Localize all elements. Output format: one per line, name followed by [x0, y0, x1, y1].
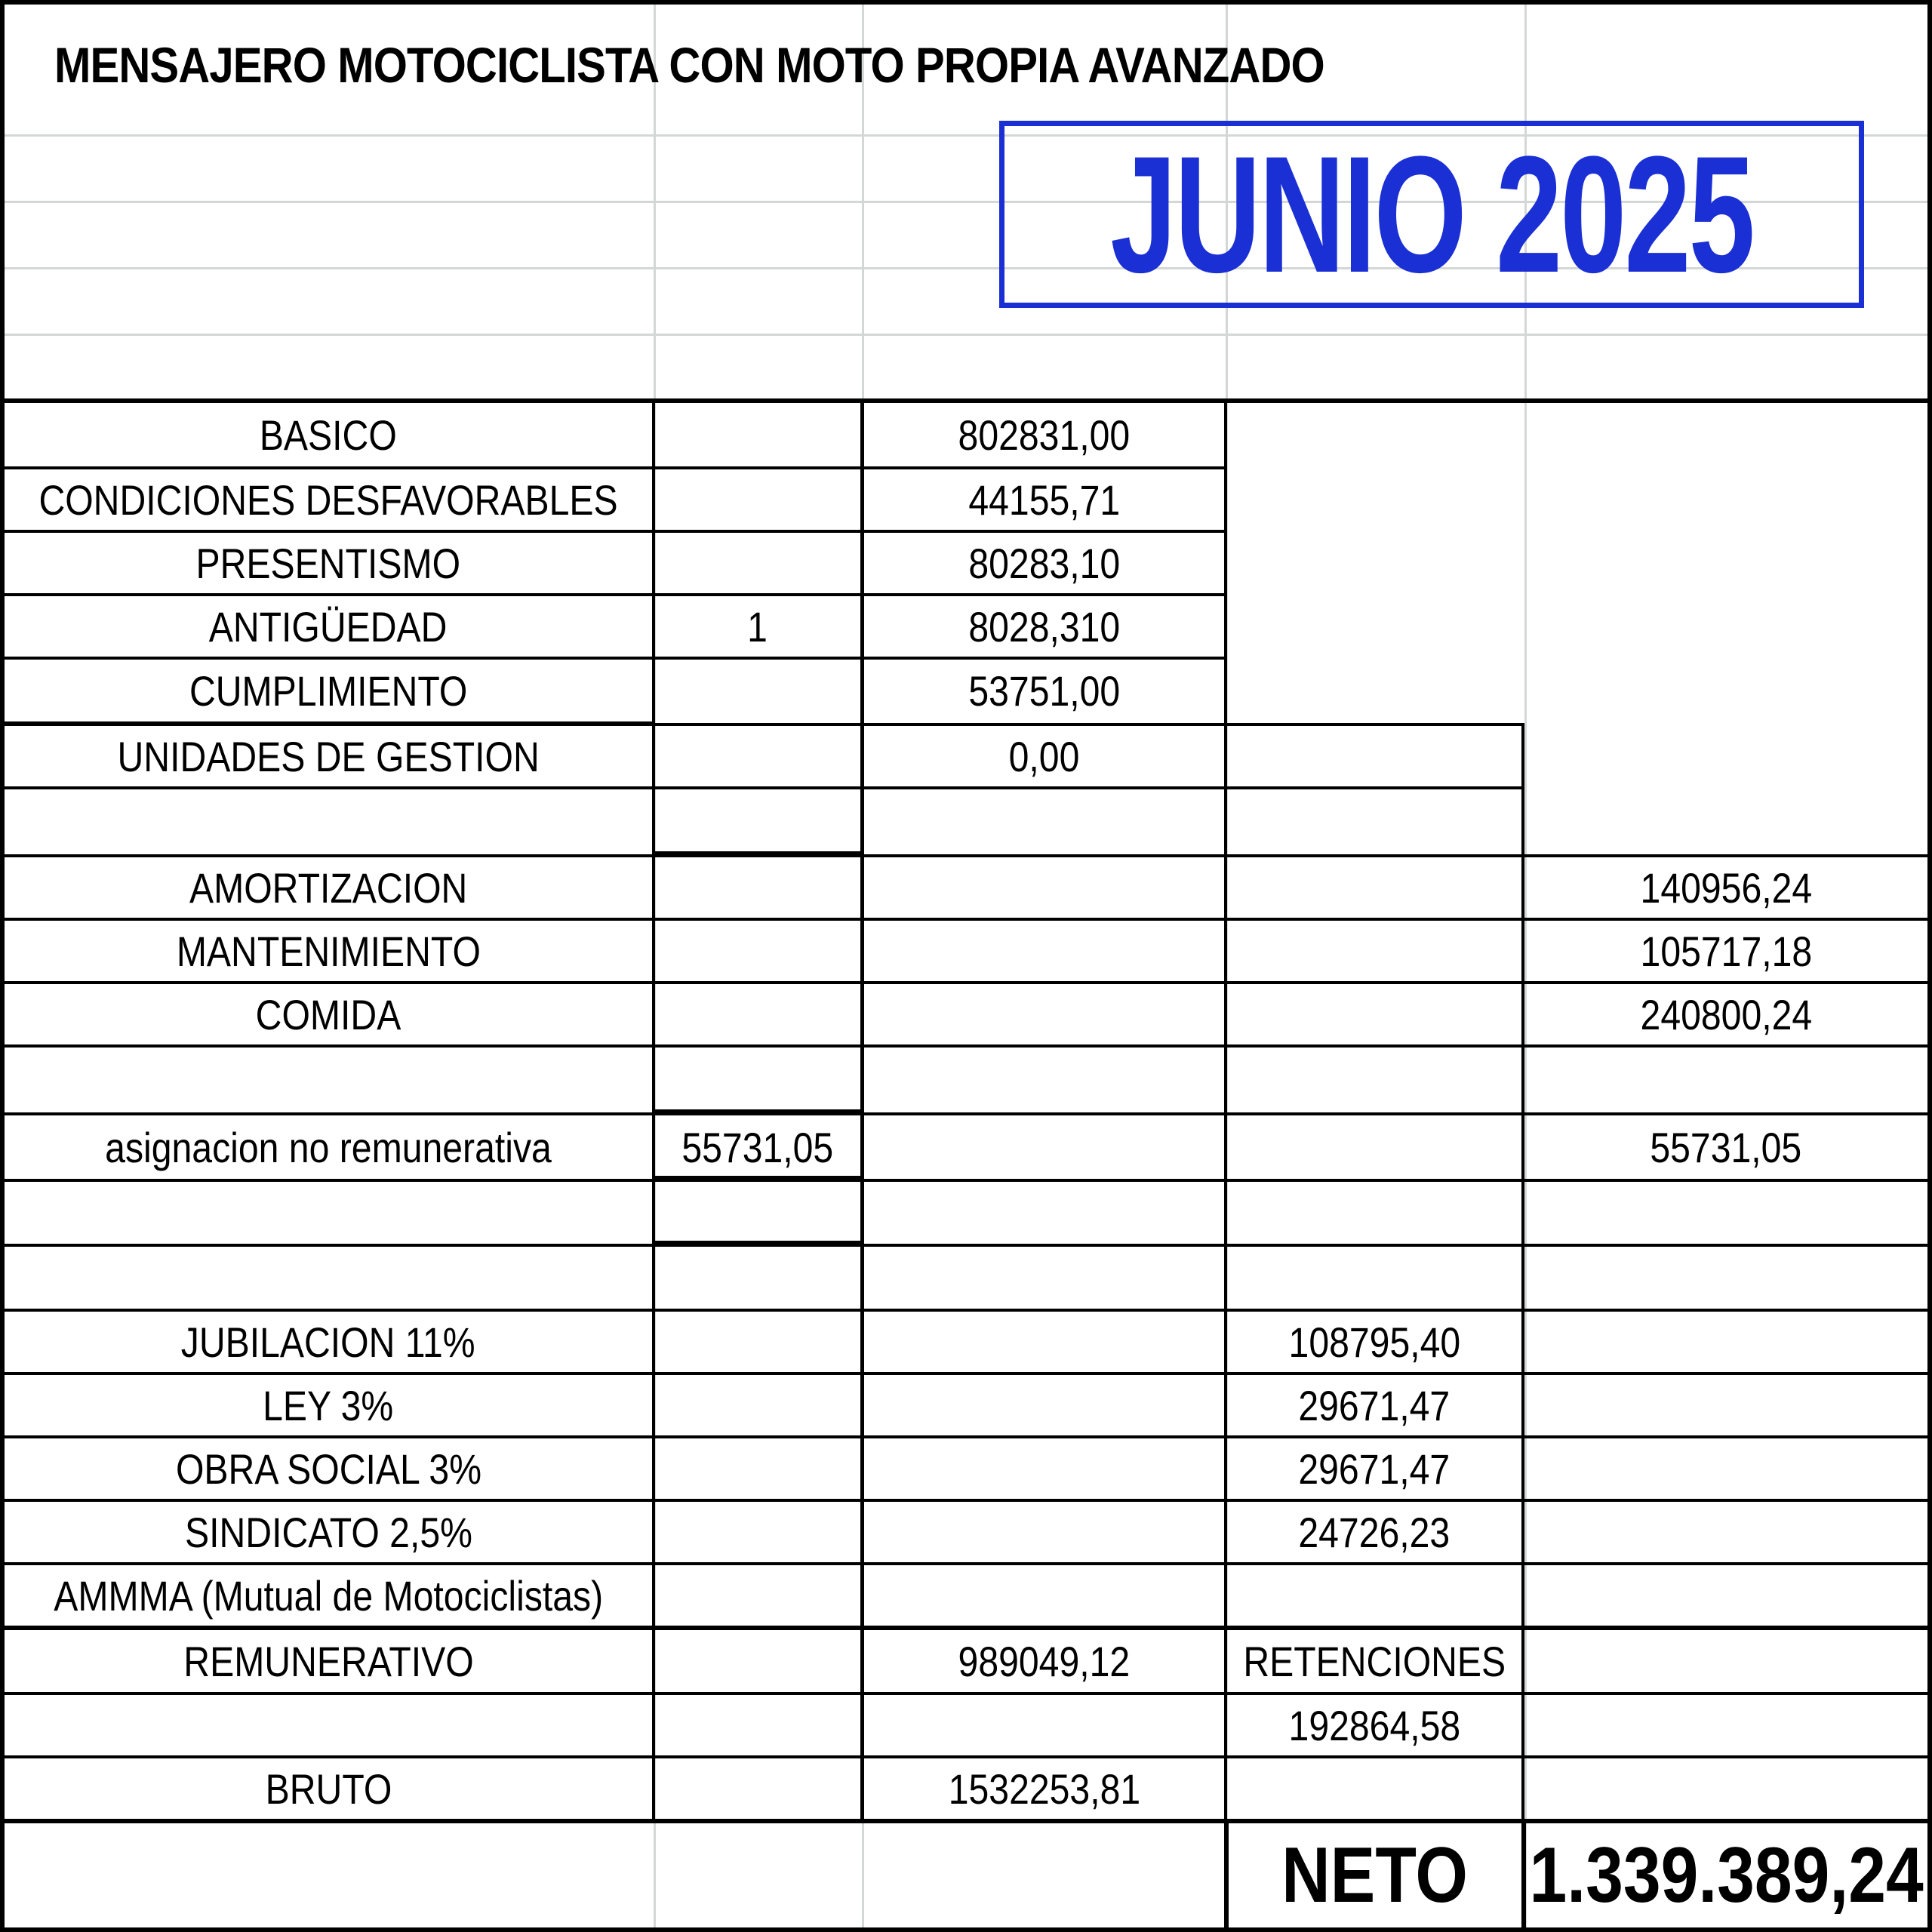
row-line [0, 786, 1524, 789]
deduction-cell: 108795,40 [1288, 1318, 1460, 1366]
border-bottom [0, 1927, 1932, 1932]
row-label: ANTIGÜEDAD [209, 602, 448, 651]
column-divider [1224, 401, 1227, 1823]
amount-cell: 0,00 [1008, 732, 1080, 780]
amount-cell: 8028,310 [968, 602, 1120, 651]
remunerativo-value: 989049,12 [958, 1637, 1131, 1685]
deduction-cell: 24726,23 [1298, 1508, 1451, 1556]
row-label: BASICO [260, 411, 397, 459]
non-remunerative-cell: 240800,24 [1640, 990, 1812, 1038]
deduction-cell: 29671,47 [1298, 1381, 1451, 1429]
non-remunerative-cell: 55731,05 [1650, 1123, 1802, 1171]
row-label: SINDICATO 2,5% [184, 1508, 472, 1556]
amount-cell: 53751,00 [968, 666, 1120, 715]
row-line [0, 1244, 1932, 1247]
sheet-title: MENSAJERO MOTOCICLISTA CON MOTO PROPIA AVANZADO [54, 37, 1324, 93]
bruto-label: BRUTO [265, 1764, 392, 1813]
border-top [0, 0, 1932, 5]
row-label: UNIDADES DE GESTION [117, 732, 540, 780]
remunerativo-label: REMUNERATIVO [183, 1637, 474, 1685]
row-label: OBRA SOCIAL 3% [175, 1444, 481, 1493]
gridline [0, 334, 1932, 336]
row-label: CUMPLIMIENTO [189, 666, 468, 715]
non-remunerative-cell: 140956,24 [1640, 863, 1812, 912]
row-line [0, 1179, 1932, 1182]
amount-cell: 802831,00 [958, 411, 1131, 459]
non-remunerative-cell: 105717,18 [1640, 927, 1812, 975]
row-line [0, 1044, 1932, 1048]
deduction-cell: 29671,47 [1298, 1444, 1451, 1493]
row-label: MANTENIMIENTO [176, 927, 481, 975]
border-right [1927, 0, 1932, 1932]
amount-cell: 44155,71 [968, 475, 1120, 524]
row-label: LEY 3% [263, 1381, 394, 1429]
input-cell: 55731,05 [681, 1123, 834, 1171]
period-label: JUNIO 2025 [1110, 121, 1753, 307]
bruto-value: 1532253,81 [948, 1764, 1140, 1813]
amount-cell: 80283,10 [968, 539, 1120, 587]
row-label: AMORTIZACION [189, 863, 468, 912]
row-line [0, 1692, 1932, 1695]
row-label: PRESENTISMO [195, 539, 461, 587]
row-label: asignacion no remunerativa [105, 1123, 552, 1171]
neto-value: 1.339.389,24 [1529, 1831, 1924, 1919]
years-cell: 1 [747, 602, 768, 651]
row-label: JUBILACION 11% [181, 1318, 475, 1366]
neto-label: NETO [1281, 1831, 1469, 1919]
row-label: COMIDA [255, 990, 401, 1038]
row-label: CONDICIONES DESFAVORABLES [38, 475, 618, 524]
row-label: AMMMA (Mutual de Motociclistas) [54, 1571, 603, 1620]
retenciones-value: 192864,58 [1288, 1701, 1460, 1749]
retenciones-label: RETENCIONES [1243, 1637, 1506, 1685]
